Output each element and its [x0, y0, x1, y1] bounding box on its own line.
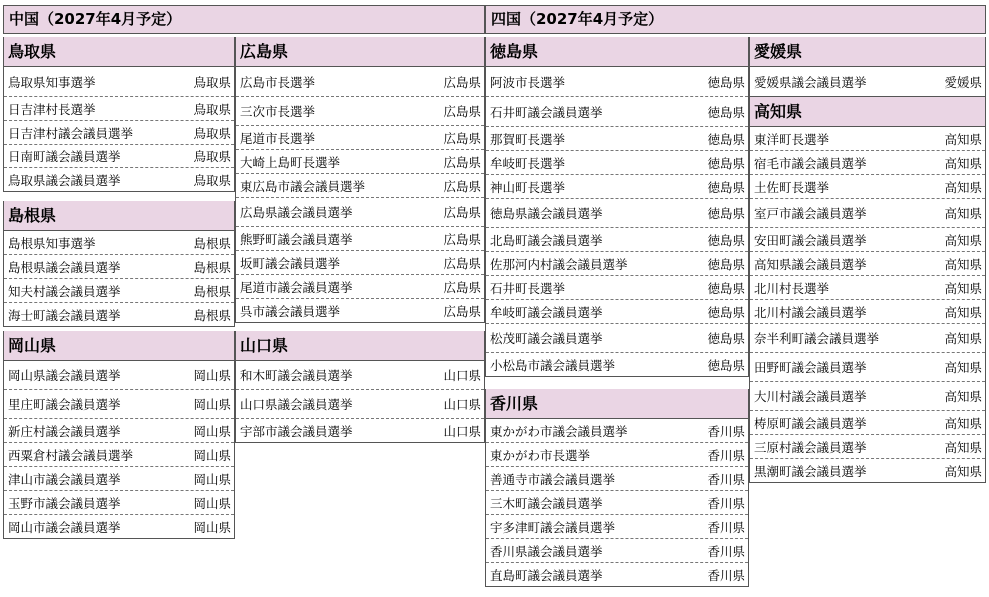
- election-row: [486, 300, 748, 324]
- prefecture-header: 島根県: [4, 201, 234, 231]
- election-name: 尾道市議会議員選挙: [240, 279, 353, 295]
- election-row: [4, 515, 234, 539]
- region-title-shikoku: 四国（2027年4月予定）: [485, 5, 986, 34]
- election-row: [750, 175, 985, 199]
- election-name: 東洋町長選挙: [754, 131, 830, 147]
- election-name: 宿毛市議会議員選挙: [754, 155, 867, 171]
- election-prefecture: 高知県: [944, 439, 982, 455]
- election-prefecture: 徳島県: [707, 357, 745, 373]
- election-prefecture: 広島県: [443, 104, 481, 119]
- election-prefecture: 高知県: [944, 256, 982, 272]
- election-prefecture: 徳島県: [707, 155, 745, 171]
- election-name: 大川村議会議員選挙: [754, 389, 867, 404]
- election-name: 松茂町議会議員選挙: [490, 331, 603, 346]
- election-name: 直島町議会議員選挙: [490, 567, 603, 583]
- election-row: [486, 443, 748, 467]
- election-name: 神山町長選挙: [490, 179, 566, 195]
- election-prefecture: 山口県: [443, 423, 481, 439]
- election-name: 黒潮町議会議員選挙: [754, 463, 867, 479]
- election-prefecture: 徳島県: [707, 256, 745, 272]
- election-prefecture: 香川県: [707, 423, 745, 439]
- election-row: [4, 121, 234, 145]
- election-row: [750, 324, 985, 353]
- election-prefecture: 広島県: [443, 231, 481, 247]
- election-prefecture: 鳥取県: [193, 74, 231, 90]
- election-row: [236, 150, 484, 174]
- election-prefecture: 高知県: [944, 360, 982, 375]
- prefecture-header: 愛媛県: [750, 37, 985, 67]
- election-row: [236, 97, 484, 126]
- election-row: [750, 300, 985, 324]
- election-name: 新庄村議会議員選挙: [8, 423, 121, 439]
- election-prefecture: 鳥取県: [193, 149, 231, 164]
- election-name: 梼原町議会議員選挙: [754, 415, 867, 431]
- prefecture-header: 広島県: [236, 37, 484, 67]
- election-name: 坂町議会議員選挙: [240, 255, 341, 271]
- election-row: [750, 67, 985, 97]
- election-name: 鳥取県知事選挙: [8, 74, 96, 90]
- election-name: 津山市議会議員選挙: [8, 471, 121, 487]
- election-name: 熊野町議会議員選挙: [240, 231, 353, 247]
- prefecture-block-ehime: [749, 37, 986, 97]
- election-prefecture: 徳島県: [707, 206, 745, 221]
- election-row: [4, 168, 234, 192]
- election-name: 牟岐町議会議員選挙: [490, 304, 603, 320]
- election-name: 安田町議会議員選挙: [754, 232, 867, 248]
- election-row: [4, 145, 234, 168]
- election-prefecture: 徳島県: [707, 331, 745, 346]
- election-name: 宇多津町議会議員選挙: [490, 519, 616, 535]
- election-prefecture: 島根県: [193, 307, 231, 323]
- election-row: [486, 276, 748, 300]
- election-row: [236, 275, 484, 299]
- election-prefecture: 山口県: [443, 397, 481, 412]
- election-row: [4, 443, 234, 467]
- prefecture-header: 徳島県: [486, 37, 748, 67]
- election-name: 岡山市議会議員選挙: [8, 519, 121, 535]
- election-name: 牟岐町長選挙: [490, 155, 566, 171]
- election-prefecture: 島根県: [193, 283, 231, 299]
- election-name: 愛媛県議会議員選挙: [754, 74, 867, 90]
- election-row: [236, 198, 484, 227]
- election-prefecture: 広島県: [443, 279, 481, 295]
- prefecture-block-tokushima: [485, 37, 749, 377]
- election-row: [236, 227, 484, 251]
- election-name: 尾道市長選挙: [240, 130, 316, 146]
- election-row: [750, 228, 985, 252]
- election-row: [4, 255, 234, 279]
- election-prefecture: 広島県: [443, 178, 481, 194]
- election-row: [236, 67, 484, 97]
- election-row: [4, 303, 234, 327]
- election-row: [486, 353, 748, 377]
- election-row: [486, 515, 748, 539]
- election-prefecture: 岡山県: [193, 423, 231, 439]
- election-row: [486, 127, 748, 151]
- election-prefecture: 高知県: [944, 179, 982, 195]
- election-name: 北川村長選挙: [754, 280, 830, 296]
- election-prefecture: 広島県: [443, 130, 481, 146]
- election-prefecture: 高知県: [944, 415, 982, 431]
- election-prefecture: 広島県: [443, 74, 481, 90]
- election-name: 西粟倉村議会議員選挙: [8, 447, 134, 463]
- prefecture-header: 香川県: [486, 389, 748, 419]
- election-name: 阿波市長選挙: [490, 74, 566, 90]
- election-row: [236, 299, 484, 323]
- election-row: [486, 467, 748, 491]
- election-name: 奈半利町議会議員選挙: [754, 331, 880, 346]
- election-row: [236, 174, 484, 198]
- election-row: [236, 390, 484, 419]
- election-prefecture: 香川県: [707, 447, 745, 463]
- election-prefecture: 島根県: [193, 259, 231, 275]
- election-prefecture: 岡山県: [193, 397, 231, 412]
- election-row: [486, 151, 748, 175]
- election-row: [486, 252, 748, 276]
- election-row: [486, 228, 748, 252]
- election-row: [750, 459, 985, 483]
- election-row: [4, 361, 234, 390]
- prefecture-block-hiroshima: [235, 37, 485, 323]
- election-prefecture: 鳥取県: [193, 101, 231, 117]
- election-prefecture: 徳島県: [707, 74, 745, 90]
- prefecture-header: 鳥取県: [4, 37, 234, 67]
- election-prefecture: 愛媛県: [944, 74, 982, 90]
- election-name: 里庄町議会議員選挙: [8, 397, 121, 412]
- election-name: 土佐町長選挙: [754, 179, 830, 195]
- election-prefecture: 徳島県: [707, 304, 745, 320]
- election-name: 玉野市議会議員選挙: [8, 495, 121, 511]
- election-prefecture: 高知県: [944, 155, 982, 171]
- election-row: [750, 382, 985, 411]
- election-prefecture: 高知県: [944, 304, 982, 320]
- election-row: [486, 419, 748, 443]
- election-prefecture: 高知県: [944, 331, 982, 346]
- election-row: [486, 563, 748, 587]
- election-prefecture: 徳島県: [707, 232, 745, 248]
- election-name: 山口県議会議員選挙: [240, 397, 353, 412]
- election-row: [4, 67, 234, 97]
- election-prefecture: 香川県: [707, 567, 745, 583]
- election-row: [750, 435, 985, 459]
- election-row: [750, 151, 985, 175]
- election-prefecture: 香川県: [707, 543, 745, 559]
- election-name: 北島町議会議員選挙: [490, 232, 603, 248]
- election-prefecture: 徳島県: [707, 179, 745, 195]
- election-row: [236, 361, 484, 390]
- election-name: 北川村議会議員選挙: [754, 304, 867, 320]
- election-prefecture: 島根県: [193, 235, 231, 251]
- election-prefecture: 高知県: [944, 232, 982, 248]
- election-prefecture: 広島県: [443, 205, 481, 220]
- election-row: [4, 390, 234, 419]
- prefecture-block-shimane: [3, 201, 235, 327]
- election-prefecture: 高知県: [944, 280, 982, 296]
- election-prefecture: 岡山県: [193, 519, 231, 535]
- election-name: 宇部市議会議員選挙: [240, 423, 353, 439]
- election-name: 佐那河内村議会議員選挙: [490, 256, 628, 272]
- election-prefecture: 広島県: [443, 255, 481, 271]
- election-name: 知夫村議会議員選挙: [8, 283, 121, 299]
- election-name: 日吉津村議会議員選挙: [8, 125, 134, 141]
- election-prefecture: 岡山県: [193, 368, 231, 383]
- election-name: 東かがわ市議会議員選挙: [490, 423, 628, 439]
- election-prefecture: 香川県: [707, 519, 745, 535]
- prefecture-block-kagawa: [485, 389, 749, 587]
- prefecture-block-kochi: [749, 97, 986, 483]
- election-name: 和木町議会議員選挙: [240, 368, 353, 383]
- election-row: [750, 252, 985, 276]
- election-row: [750, 353, 985, 382]
- election-name: 日吉津村長選挙: [8, 101, 96, 117]
- election-name: 三木町議会議員選挙: [490, 495, 603, 511]
- election-name: 島根県知事選挙: [8, 235, 96, 251]
- election-name: 香川県議会議員選挙: [490, 543, 603, 559]
- election-row: [750, 276, 985, 300]
- election-row: [486, 67, 748, 97]
- election-name: 石井町議会議員選挙: [490, 104, 603, 120]
- election-row: [4, 279, 234, 303]
- election-name: 小松島市議会議員選挙: [490, 357, 616, 373]
- prefecture-block-yamaguchi: [235, 331, 485, 443]
- election-name: 東かがわ市長選挙: [490, 447, 591, 463]
- election-prefecture: 香川県: [707, 471, 745, 487]
- election-prefecture: 香川県: [707, 495, 745, 511]
- election-prefecture: 広島県: [443, 154, 481, 170]
- election-name: 島根県議会議員選挙: [8, 259, 121, 275]
- election-row: [486, 97, 748, 127]
- election-row: [486, 324, 748, 353]
- prefecture-header: 山口県: [236, 331, 484, 361]
- election-name: 広島市長選挙: [240, 74, 316, 90]
- election-name: 三原村議会議員選挙: [754, 439, 867, 455]
- election-prefecture: 徳島県: [707, 131, 745, 147]
- election-name: 岡山県議会議員選挙: [8, 368, 121, 383]
- election-prefecture: 高知県: [944, 131, 982, 147]
- election-row: [486, 491, 748, 515]
- election-row: [4, 491, 234, 515]
- election-name: 高知県議会議員選挙: [754, 256, 867, 272]
- election-prefecture: 鳥取県: [193, 172, 231, 188]
- election-prefecture: 高知県: [944, 463, 982, 479]
- election-row: [4, 231, 234, 255]
- election-row: [4, 419, 234, 443]
- election-row: [4, 97, 234, 121]
- election-name: 三次市長選挙: [240, 104, 316, 119]
- prefecture-block-tottori: [3, 37, 235, 192]
- election-prefecture: 岡山県: [193, 495, 231, 511]
- region-title-chugoku: 中国（2027年4月予定）: [3, 5, 485, 34]
- election-prefecture: 山口県: [443, 368, 481, 383]
- election-prefecture: 徳島県: [707, 104, 745, 120]
- election-name: 広島県議会議員選挙: [240, 205, 353, 220]
- election-row: [486, 175, 748, 199]
- election-prefecture: 鳥取県: [193, 125, 231, 141]
- election-prefecture: 広島県: [443, 303, 481, 319]
- election-name: 石井町長選挙: [490, 280, 566, 296]
- election-name: 善通寺市議会議員選挙: [490, 471, 616, 487]
- election-prefecture: 岡山県: [193, 447, 231, 463]
- prefecture-header: 岡山県: [4, 331, 234, 361]
- election-row: [486, 539, 748, 563]
- election-name: 室戸市議会議員選挙: [754, 206, 867, 221]
- election-row: [750, 127, 985, 151]
- election-name: 大崎上島町長選挙: [240, 154, 341, 170]
- prefecture-block-okayama: [3, 331, 235, 539]
- election-row: [4, 467, 234, 491]
- election-row: [236, 251, 484, 275]
- election-name: 東広島市議会議員選挙: [240, 178, 366, 194]
- election-prefecture: 岡山県: [193, 471, 231, 487]
- election-name: 呉市議会議員選挙: [240, 303, 341, 319]
- prefecture-header: 高知県: [750, 97, 985, 127]
- election-row: [486, 199, 748, 228]
- election-row: [750, 411, 985, 435]
- election-row: [236, 126, 484, 150]
- election-row: [236, 419, 484, 443]
- election-name: 海士町議会議員選挙: [8, 307, 121, 323]
- election-prefecture: 高知県: [944, 389, 982, 404]
- election-name: 那賀町長選挙: [490, 131, 566, 147]
- election-row: [750, 199, 985, 228]
- election-prefecture: 徳島県: [707, 280, 745, 296]
- election-name: 日南町議会議員選挙: [8, 149, 121, 164]
- election-name: 徳島県議会議員選挙: [490, 206, 603, 221]
- election-name: 鳥取県議会議員選挙: [8, 172, 121, 188]
- election-name: 田野町議会議員選挙: [754, 360, 867, 375]
- election-prefecture: 高知県: [944, 206, 982, 221]
